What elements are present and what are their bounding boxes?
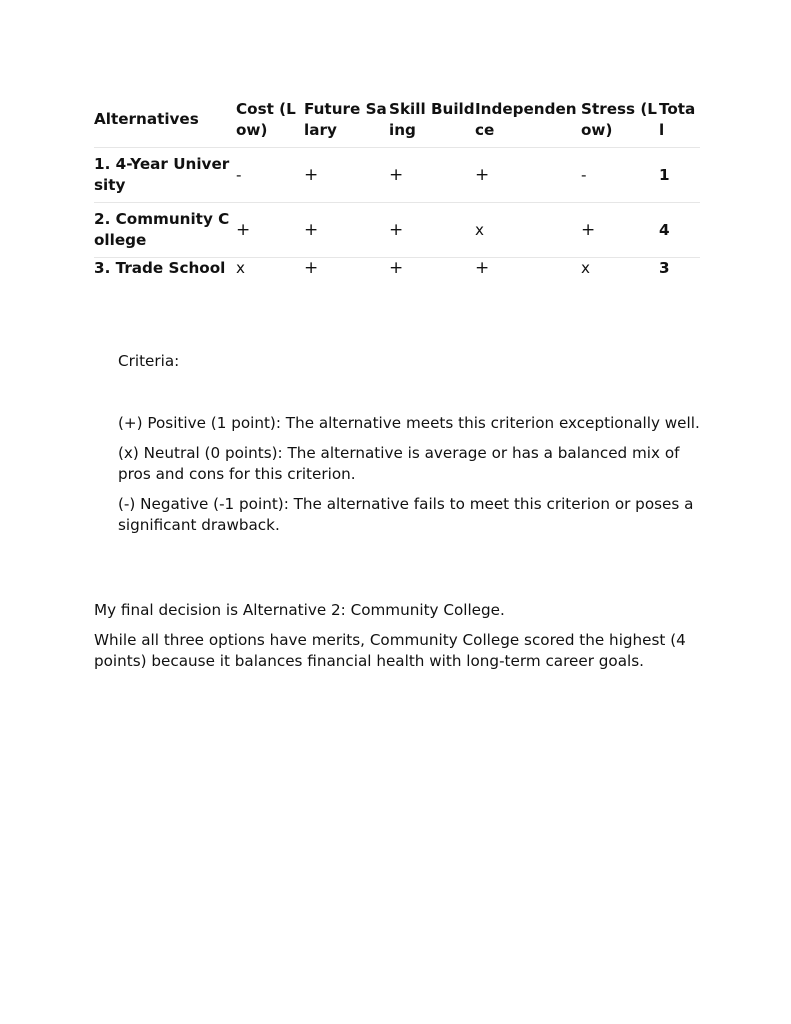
skill-building-rating: + (389, 203, 475, 258)
total-score: 4 (659, 203, 700, 258)
header-future-salary: Future Salary (304, 92, 389, 148)
alternative-name: 2. Community College (94, 203, 236, 258)
table-header-row (94, 92, 700, 148)
stress-rating: + (581, 203, 659, 258)
cost-rating: + (236, 203, 304, 258)
future-salary-rating: + (304, 258, 319, 278)
decision-reason: While all three options have merits, Community College scored the highest (4 points) because it balances financial health with long-term career goals. (94, 631, 686, 670)
future-salary-rating: + (304, 203, 389, 258)
independence-rating: + (475, 258, 490, 278)
header-skill-building: Skill Building (389, 92, 475, 148)
independence-rating: + (475, 148, 581, 203)
total-score: 1 (659, 148, 700, 203)
header-alternatives: Alternatives (94, 92, 236, 148)
alternative-name: 3. Trade School (94, 259, 226, 277)
conclusion-section (94, 600, 706, 681)
header-independence: Independence (475, 92, 581, 148)
stress-rating: - (581, 148, 659, 203)
cost-rating: - (236, 148, 304, 203)
header-total: Total (659, 92, 700, 148)
criteria-neutral: (x) Neutral (0 points): The alternative is average or has a balanced mix of pros and cons for this criterion. (118, 444, 680, 483)
criteria-section (118, 351, 700, 545)
cost-rating: x (236, 259, 245, 277)
decision-matrix-table (94, 92, 700, 280)
header-stress: Stress (Low) (581, 92, 659, 148)
stress-rating: x (581, 259, 590, 277)
header-cost: Cost (Low) (236, 92, 304, 148)
alternative-name: 1. 4-Year University (94, 148, 236, 203)
table-row (94, 148, 700, 203)
final-decision: My final decision is Alternative 2: Community College. (94, 601, 505, 619)
skill-building-rating: + (389, 258, 404, 278)
future-salary-rating: + (304, 148, 389, 203)
criteria-negative: (-) Negative (-1 point): The alternative fails to meet this criterion or poses a significant drawback. (118, 495, 694, 534)
table-row (94, 258, 700, 281)
skill-building-rating: + (389, 148, 475, 203)
independence-rating: x (475, 203, 581, 258)
table-row (94, 203, 700, 258)
total-score: 3 (659, 259, 670, 277)
criteria-heading: Criteria: (118, 352, 180, 370)
criteria-positive: (+) Positive (1 point): The alternative meets this criterion exceptionally well. (118, 414, 700, 432)
